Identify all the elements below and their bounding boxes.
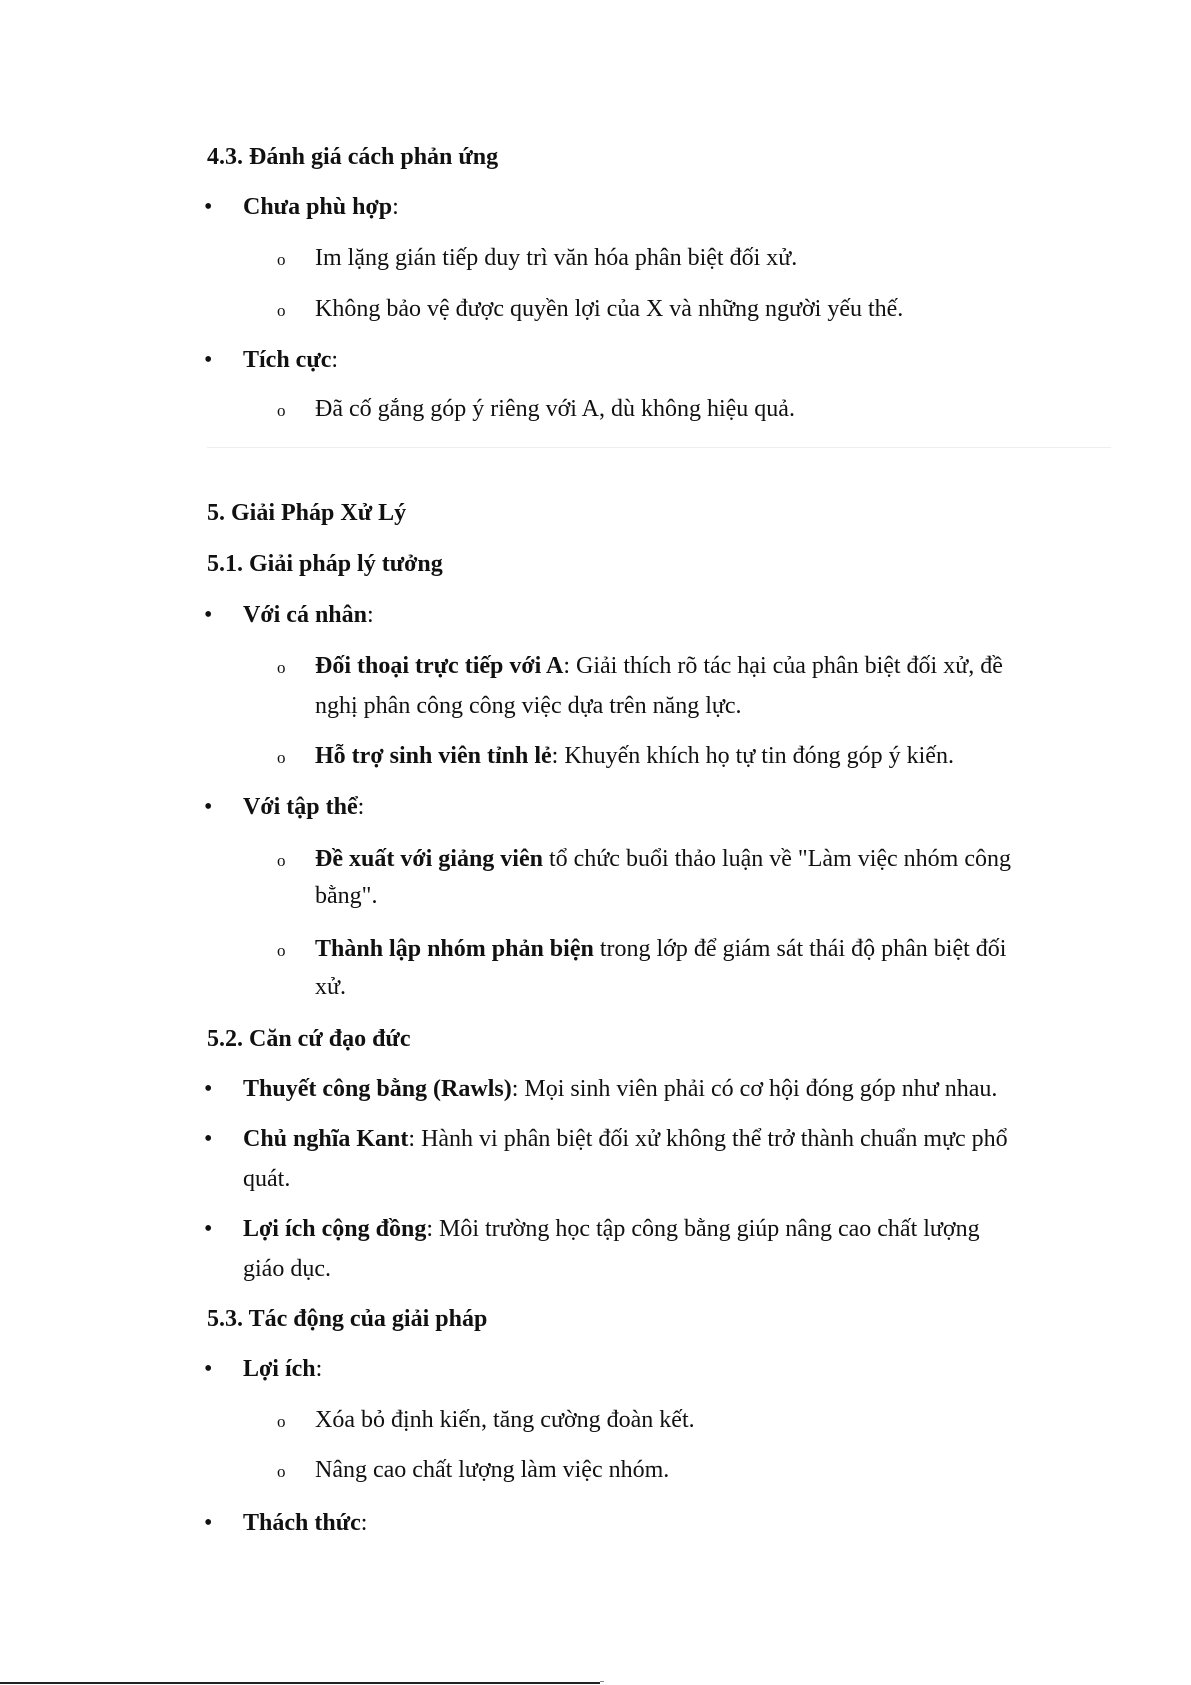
bullet-separator: : <box>331 347 339 373</box>
bullet-label: Với tập thể <box>243 794 358 820</box>
sub-item-continuation: xử. <box>315 974 347 1000</box>
page-bottom-rule <box>0 1682 600 1684</box>
bullet-item-rawls <box>243 1072 997 1106</box>
sub-item-text: tổ chức buổi thảo luận về "Làm việc nhóm công <box>542 846 1011 872</box>
bullet-label: Chủ nghĩa Kant <box>243 1126 409 1152</box>
section-divider <box>207 447 1111 448</box>
page-bottom-tick <box>600 1681 604 1682</box>
bullet-item-loi-ich-cong-dong <box>243 1212 980 1246</box>
bullet-item-chua-phu-hop <box>243 190 399 224</box>
bullet-label: Thách thức <box>243 1510 361 1536</box>
sub-item-bold: Hỗ trợ sinh viên tỉnh lẻ <box>315 743 552 769</box>
sub-item-continuation: bằng". <box>315 883 378 909</box>
bullet-label: Chưa phù hợp <box>243 194 393 220</box>
bullet-marker: • <box>204 1126 213 1152</box>
sub-item: Nâng cao chất lượng làm việc nhóm. <box>315 1457 670 1483</box>
bullet-marker: • <box>204 347 213 373</box>
sub-item: Đã cố gắng góp ý riêng với A, dù không hiệu quả. <box>315 396 795 422</box>
heading-4-3: 4.3. Đánh giá cách phản ứng <box>207 144 499 170</box>
bullet-separator: : <box>315 1356 323 1382</box>
sub-marker: o <box>277 401 286 420</box>
sub-marker: o <box>277 250 286 269</box>
heading-5-1: 5.1. Giải pháp lý tưởng <box>207 551 443 577</box>
bullet-marker: • <box>204 1076 213 1102</box>
bullet-marker: • <box>204 794 213 820</box>
sub-item-text: : Giải thích rõ tác hại của phân biệt đối xử, đề <box>563 653 1003 679</box>
bullet-item-loi-ich <box>243 1352 322 1386</box>
sub-item <box>315 842 1011 876</box>
sub-item-bold: Đối thoại trực tiếp với A <box>315 653 564 679</box>
bullet-item-voi-ca-nhan <box>243 598 374 632</box>
heading-5-2: 5.2. Căn cứ đạo đức <box>207 1026 411 1052</box>
bullet-label: Thuyết công bằng (Rawls) <box>243 1076 512 1102</box>
sub-item: Im lặng gián tiếp duy trì văn hóa phân biệt đối xử. <box>315 245 798 271</box>
bullet-marker: • <box>204 1356 213 1382</box>
bullet-marker: • <box>204 194 213 220</box>
bullet-separator: : <box>360 1510 368 1536</box>
heading-5: 5. Giải Pháp Xử Lý <box>207 500 407 526</box>
bullet-continuation: quát. <box>243 1166 291 1192</box>
sub-item-text: trong lớp để giám sát thái độ phân biệt đối <box>593 936 1007 962</box>
bullet-item-kant <box>243 1122 1008 1156</box>
bullet-text: : Môi trường học tập công bằng giúp nâng cao chất lượng <box>426 1216 980 1242</box>
sub-marker: o <box>277 748 286 767</box>
bullet-marker: • <box>204 602 213 628</box>
sub-item: Không bảo vệ được quyền lợi của X và những người yếu thế. <box>315 296 904 322</box>
sub-item-bold: Thành lập nhóm phản biện <box>315 936 594 962</box>
sub-item <box>315 739 954 773</box>
sub-marker: o <box>277 1462 286 1481</box>
bullet-continuation: giáo dục. <box>243 1256 331 1282</box>
bullet-label: Lợi ích <box>243 1356 316 1382</box>
bullet-label: Lợi ích cộng đồng <box>243 1216 427 1242</box>
sub-marker: o <box>277 301 286 320</box>
bullet-marker: • <box>204 1510 213 1536</box>
bullet-text: : Hành vi phân biệt đối xử không thể trở thành chuẩn mực phổ <box>408 1126 1008 1152</box>
bullet-separator: : <box>366 602 374 628</box>
sub-marker: o <box>277 941 286 960</box>
bullet-label: Với cá nhân <box>243 602 367 628</box>
bullet-item-voi-tap-the <box>243 790 364 824</box>
bullet-separator: : <box>392 194 399 220</box>
sub-item <box>315 649 1003 683</box>
sub-item <box>315 932 1006 966</box>
bullet-item-tich-cuc <box>243 343 338 377</box>
bullet-separator: : <box>357 794 365 820</box>
sub-marker: o <box>277 851 286 870</box>
sub-item-continuation: nghị phân công công việc dựa trên năng lực. <box>315 693 742 719</box>
sub-item: Xóa bỏ định kiến, tăng cường đoàn kết. <box>315 1407 695 1433</box>
sub-marker: o <box>277 658 286 677</box>
heading-5-3: 5.3. Tác động của giải pháp <box>207 1306 488 1332</box>
bullet-marker: • <box>204 1216 213 1242</box>
sub-item-text: : Khuyến khích họ tự tin đóng góp ý kiến. <box>551 743 954 769</box>
bullet-item-thach-thuc <box>243 1506 367 1540</box>
sub-item-bold: Đề xuất với giảng viên <box>315 846 543 872</box>
bullet-text: : Mọi sinh viên phải có cơ hội đóng góp như nhau. <box>511 1076 998 1102</box>
bullet-label: Tích cực <box>243 347 332 373</box>
sub-marker: o <box>277 1412 286 1431</box>
